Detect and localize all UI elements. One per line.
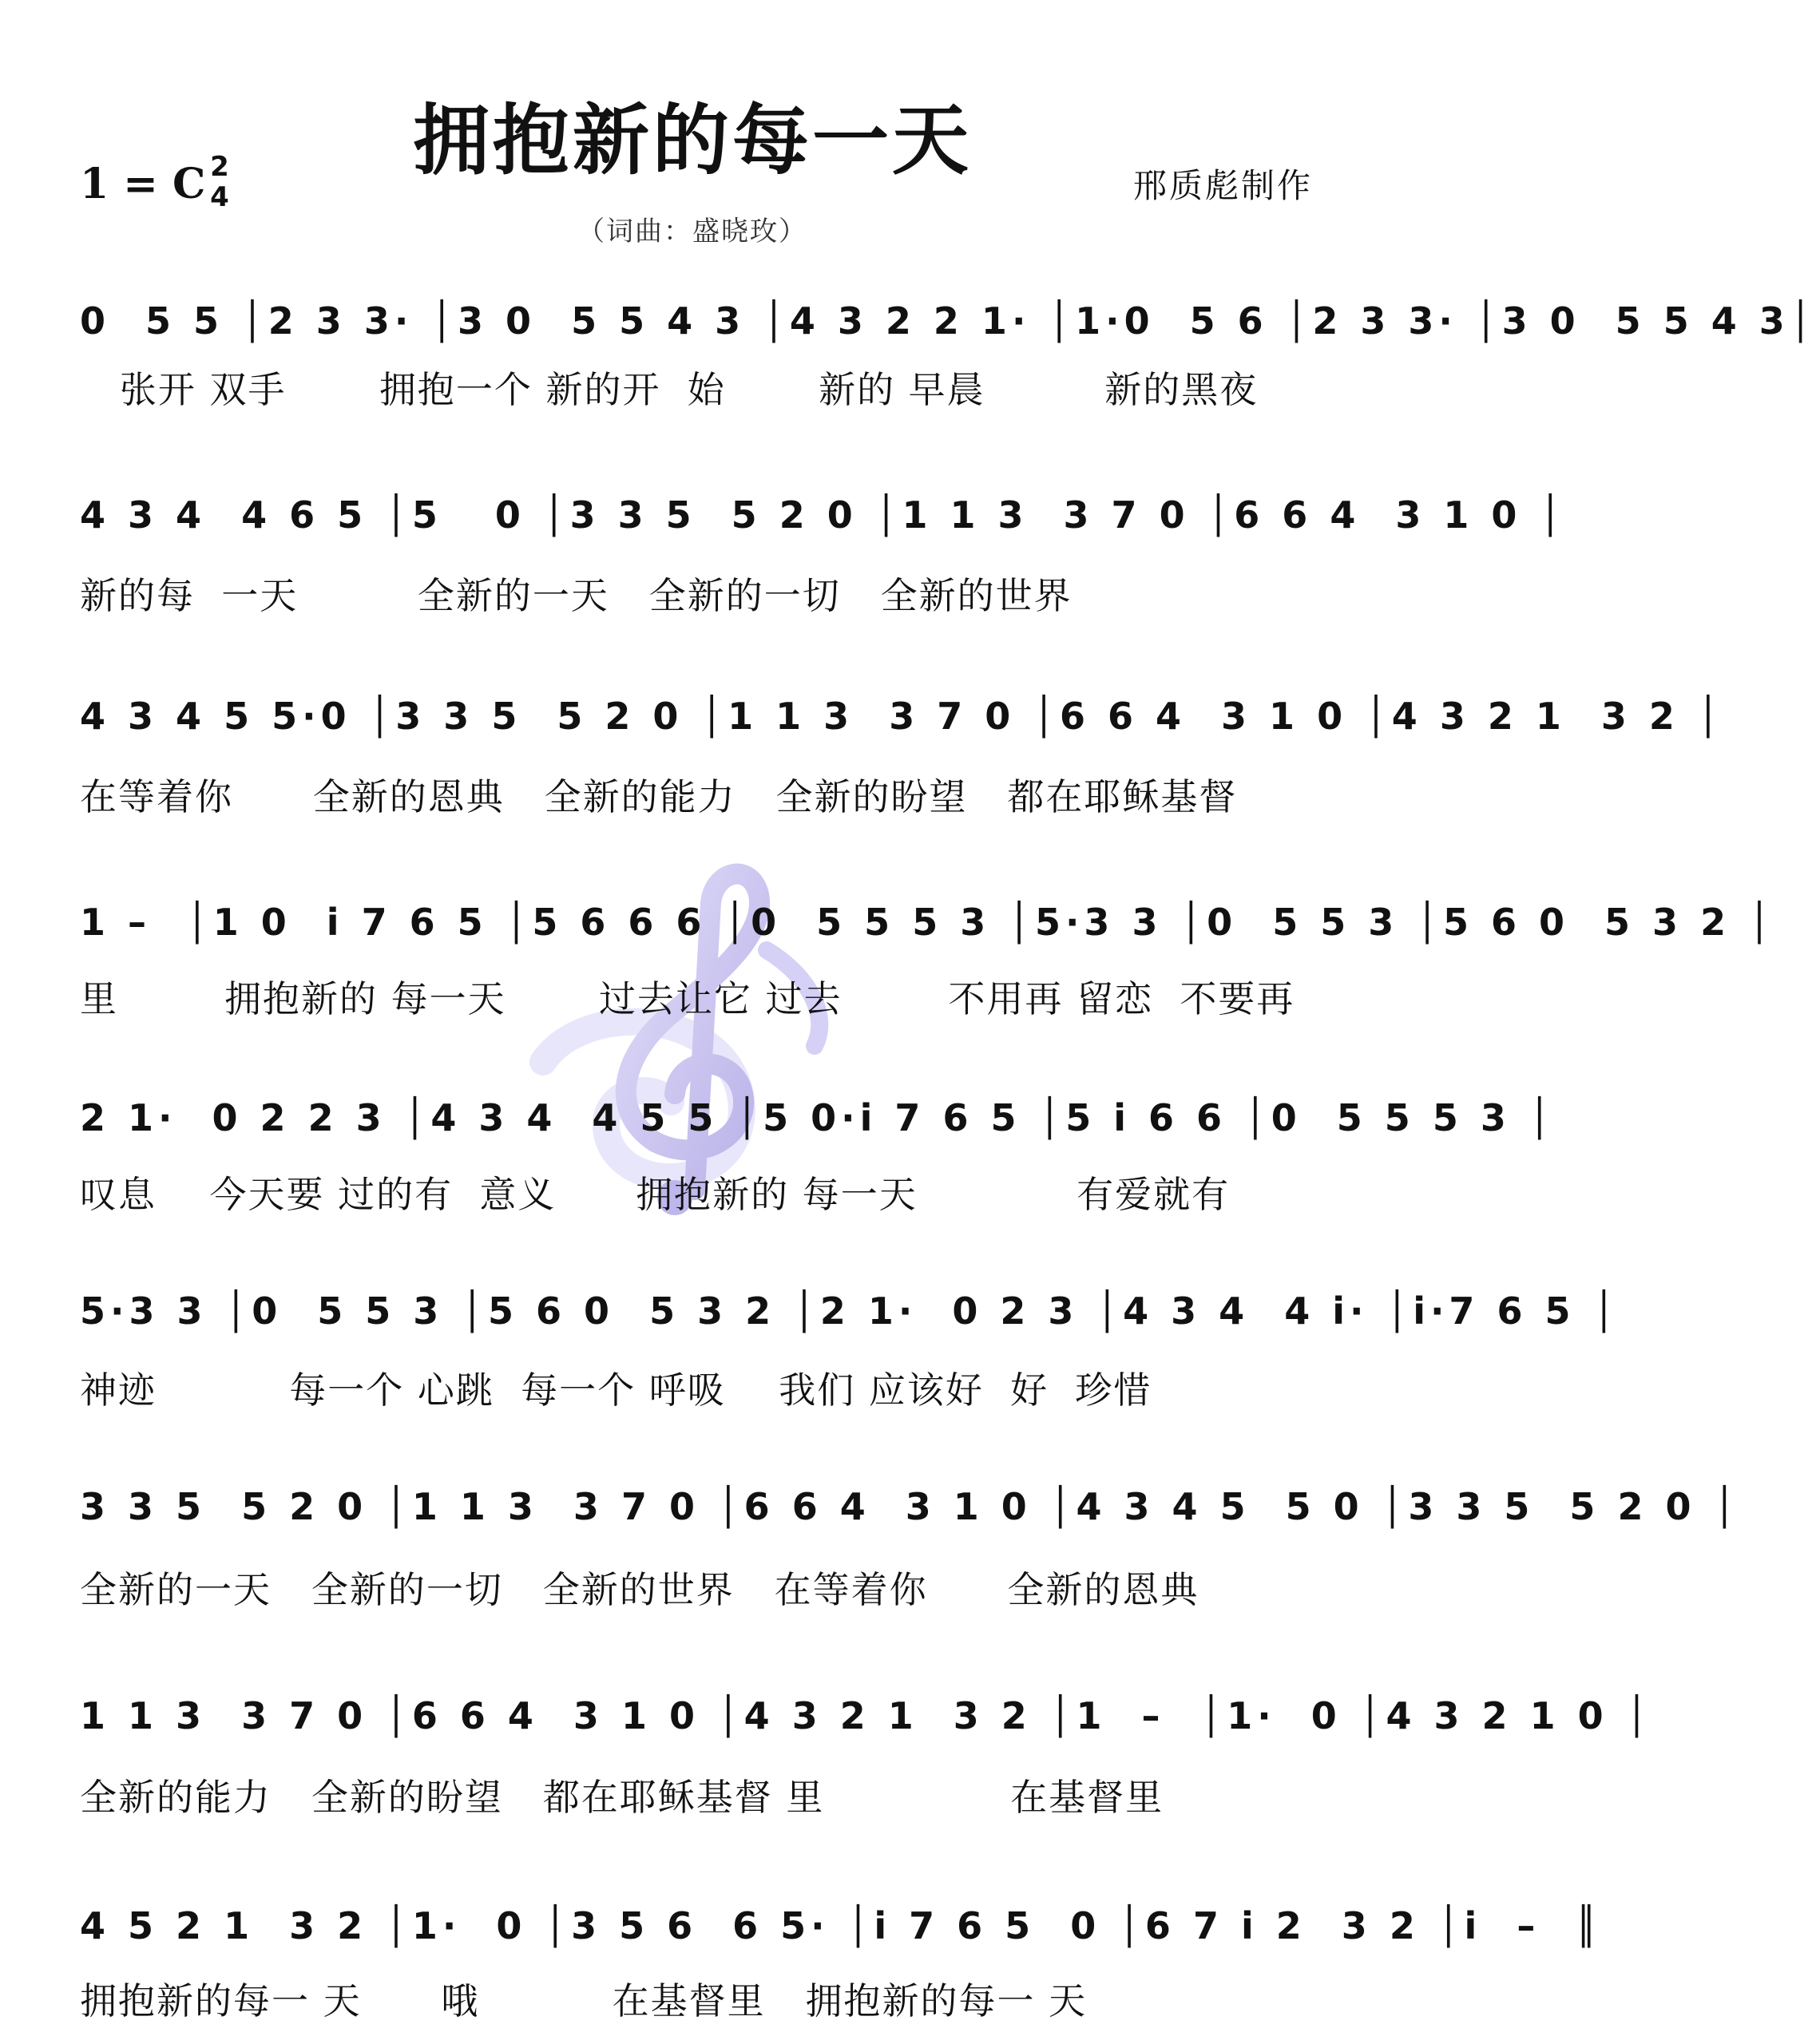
lyrics-row: 新的每 一天 全新的一天 全新的一切 全新的世界 [80, 574, 1073, 617]
notation-row: 5·3 3 │0 5 5 3 │5 6 0 5 3 2 │2 1· 0 2 3 │4 3 4 4 i· │i·7 6 5 │ [80, 1289, 1620, 1333]
lyrics-row: 全新的一天 全新的一切 全新的世界 在等着你 全新的恩典 [80, 1568, 1199, 1611]
time-signature-bottom: 4 [210, 181, 229, 213]
notation-row: 1 1 3 3 7 0 │6 6 4 3 1 0 │4 3 2 1 3 2 │1 – │1· 0 │4 3 2 1 0 │ [80, 1694, 1653, 1737]
lyrics-row: 张开 双手 拥抱一个 新的开 始 新的 早晨 新的黑夜 [80, 368, 1259, 411]
notation-row: 2 1· 0 2 2 3 │4 3 4 4 5 5 │5 0·i 7 6 5 │5 i 6 6 │0 5 5 5 3 │ [80, 1096, 1556, 1139]
key-signature: 1 = C [80, 160, 206, 208]
maker-credit: 邢质彪制作 [1132, 166, 1313, 205]
lyrics-row: 全新的能力 全新的盼望 都在耶稣基督 里 在基督里 [80, 1776, 1164, 1819]
song-title: 拥抱新的每一天 [413, 95, 972, 185]
lyrics-row: 里 拥抱新的 每一天 过去让它 过去 不用再 留恋 不要再 [80, 977, 1295, 1020]
lyrics-row: 神迹 每一个 心跳 每一个 呼吸 我们 应该好 好 珍惜 [80, 1369, 1152, 1412]
time-signature-top: 2 [210, 151, 229, 183]
notation-row: 3 3 5 5 2 0 │1 1 3 3 7 0 │6 6 4 3 1 0 │4 3 4 5 5 0 │3 3 5 5 2 0 │ [80, 1485, 1741, 1528]
lyrics-row: 叹息 今天要 过的有 意义 拥抱新的 每一天 有爱就有 [80, 1173, 1231, 1216]
time-signature [204, 152, 236, 212]
notation-row: 4 3 4 5 5·0 │3 3 5 5 2 0 │1 1 3 3 7 0 │6 6 4 3 1 0 │4 3 2 1 3 2 │ [80, 695, 1724, 738]
lyrics-row: 在等着你 全新的恩典 全新的能力 全新的盼望 都在耶稣基督 [80, 775, 1238, 818]
lyrics-row: 拥抱新的每一 天 哦 在基督里 拥抱新的每一 天 [80, 1979, 1088, 2022]
notation-row: 1 – │1 0 i 7 6 5 │5 6 6 6 │0 5 5 5 3 │5·3 3 │0 5 5 3 │5 6 0 5 3 2 │ [80, 901, 1775, 944]
notation-row: 0 5 5 │2 3 3· │3 0 5 5 4 3 │4 3 2 2 1· │1·0 5 6 │2 3 3· │3 0 5 5 4 3│ [80, 299, 1816, 343]
notation-row: 4 5 2 1 3 2 │1· 0 │3 5 6 6 5· │i 7 6 5 0 │6 7 i 2 3 2 │i – ║ [80, 1904, 1603, 1947]
notation-row: 4 3 4 4 6 5 │5 0 │3 3 5 5 2 0 │1 1 3 3 7 0 │6 6 4 3 1 0 │ [80, 493, 1567, 537]
lyricist-composer-credit: （词曲：盛晓玫） [577, 216, 807, 248]
